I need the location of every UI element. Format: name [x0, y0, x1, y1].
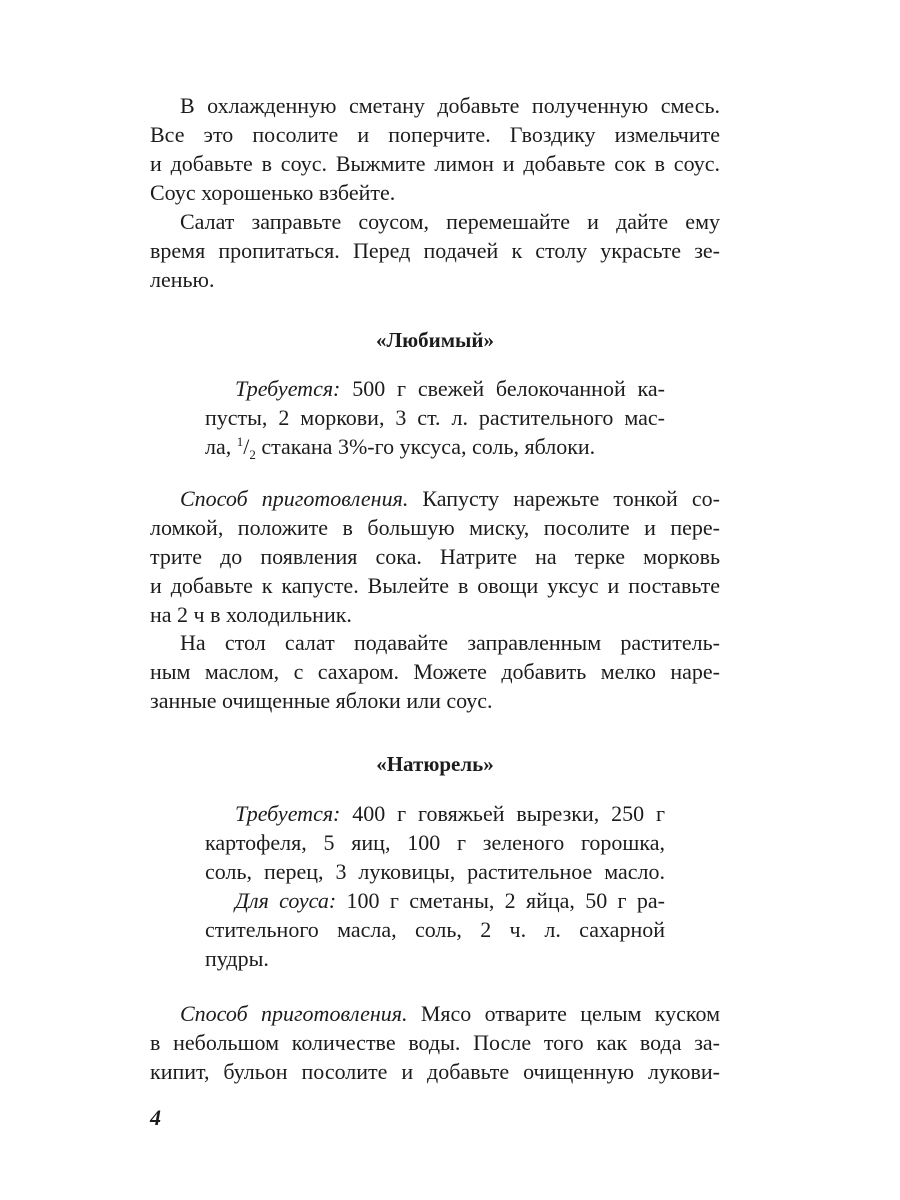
recipe-title: «Натюрель» — [376, 752, 494, 776]
text-line: пудры. — [205, 946, 269, 971]
text-line: кипит, бульон посолите и добавьте очищенную лукови- — [150, 1059, 720, 1084]
text-line: занные очищенные яблоки или соус. — [150, 688, 493, 713]
text-line: картофеля, 5 яиц, 100 г зеленого горошка, — [205, 830, 665, 855]
text-line: ломкой, положите в большую миску, посолите и пере- — [150, 515, 720, 540]
text-line: На стол салат подавайте заправленным раститель- — [180, 630, 720, 655]
text-line: ленью. — [150, 267, 215, 292]
text-line: Для соуса: 100 г сметаны, 2 яйца, 50 г ра- — [235, 888, 665, 913]
paragraph-salad-dressing — [150, 207, 720, 294]
text-line: Все это посолите и поперчите. Гвоздику измельчите — [150, 122, 720, 147]
serving-paragraph — [150, 628, 720, 715]
text-line: Салат заправьте соусом, перемешайте и дайте ему — [180, 209, 720, 234]
text-line: время пропитаться. Перед подачей к столу украсьте зе- — [150, 238, 720, 263]
text-line: стительного масла, соль, 2 ч. л. сахарной — [205, 917, 665, 942]
text-line: в небольшом количестве воды. После того как вода за- — [150, 1030, 720, 1055]
text-line: соль, перец, 3 луковицы, растительное масло. — [205, 859, 665, 884]
method-block — [150, 999, 720, 1086]
method-block — [150, 484, 720, 629]
ingredients-block — [205, 799, 665, 973]
fraction: $^1/_2$ — [236, 434, 256, 461]
text-line: Способ приготовления. Капусту нарежьте тонкой со- — [180, 486, 720, 511]
method-label: Способ приготовления. — [180, 486, 409, 511]
text-line: В охлажденную сметану добавьте полученную смесь. — [180, 93, 720, 118]
text-line: Требуется: 400 г говяжьей вырезки, 250 г — [235, 801, 665, 826]
text-line: Требуется: 500 г свежей белокочанной ка- — [235, 376, 665, 401]
text-line: трите до появления сока. Натрите на терке морковь — [150, 544, 720, 569]
text-line: Соус хорошенько взбейте. — [150, 180, 396, 205]
text-line: и добавьте к капусте. Вылейте в овощи уксус и поставьте — [150, 573, 720, 598]
text-line: Способ приготовления. Мясо отварите целым куском — [180, 1001, 720, 1026]
text-line: и добавьте в соус. Выжмите лимон и добавьте сок в соус. — [150, 151, 720, 176]
text-line: пусты, 2 моркови, 3 ст. л. растительного мас- — [205, 405, 665, 430]
ingredients-label: Требуется: — [235, 376, 341, 401]
page-number: 4 — [150, 1105, 161, 1130]
ingredients-label: Требуется: — [235, 801, 341, 826]
method-label: Способ приготовления. — [180, 1001, 408, 1026]
sauce-label: Для соуса: — [235, 888, 337, 913]
text-line: ла, $^1/_2$ стакана 3%-го уксуса, соль, яблоки. — [205, 434, 596, 461]
paragraph-sauce-instructions — [150, 91, 720, 207]
ingredients-block — [205, 374, 665, 461]
recipe-title: «Любимый» — [375, 328, 495, 352]
text-line: ным маслом, с сахаром. Можете добавить мелко наре- — [150, 659, 720, 684]
text-line: на 2 ч в холодильник. — [150, 602, 352, 627]
